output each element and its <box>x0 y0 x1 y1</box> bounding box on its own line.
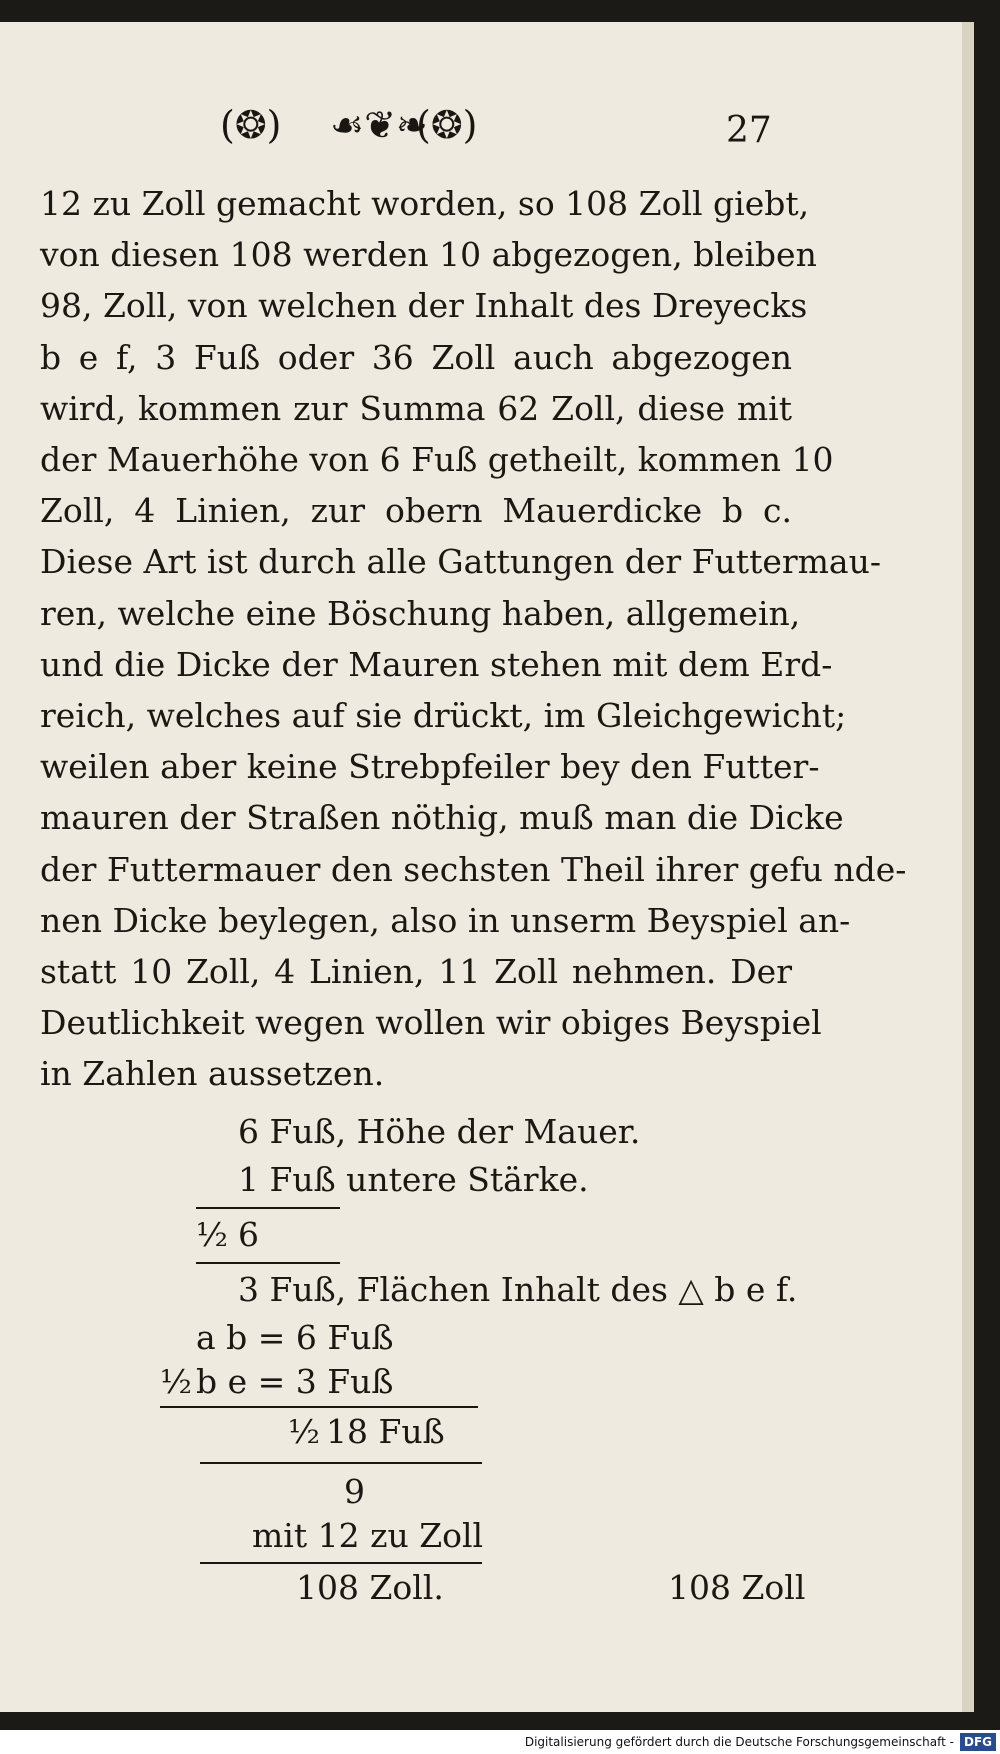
calc-half-symbol: ½ <box>160 1362 192 1401</box>
calc-rule <box>160 1406 478 1408</box>
calc-row-ab: a b = 6 Fuß <box>196 1318 394 1357</box>
calc-row-multiply: mit 12 zu Zoll <box>252 1516 484 1555</box>
calc-row-six: 6 <box>238 1215 259 1254</box>
page-edge <box>962 22 974 1712</box>
text-line: reich, welches auf sie drückt, im Gleichgewicht; <box>40 696 847 736</box>
text-line: mauren der Straßen nöthig, muß man die Dicke <box>40 798 844 838</box>
dfg-logo: DFG <box>960 1733 996 1751</box>
calc-rule <box>196 1207 340 1209</box>
side-result: 108 Zoll <box>668 1568 806 1607</box>
ornament-right-icon: (❂) <box>416 103 478 147</box>
calc-row-lower-thickness: 1 Fuß untere Stärke. <box>238 1160 589 1199</box>
text-line: b e f, 3 Fuß oder 36 Zoll auch abgezogen <box>40 337 792 377</box>
text-line: statt 10 Zoll, 4 Linien, 11 Zoll nehmen. Der <box>40 952 792 992</box>
text-line: Diese Art ist durch alle Gattungen der Futtermau- <box>40 542 882 582</box>
calc-rule <box>200 1462 482 1464</box>
calc-half-symbol: ½ <box>288 1412 320 1451</box>
calc-rule <box>200 1562 482 1564</box>
text-line: der Futtermauer den sechsten Theil ihrer gefu nde- <box>40 849 907 889</box>
digitization-footer <box>0 1730 1000 1754</box>
text-line: nen Dicke beylegen, also in unserm Beyspiel an- <box>40 900 851 940</box>
text-line: wird, kommen zur Summa 62 Zoll, diese mit <box>40 388 792 428</box>
text-line: Deutlichkeit wegen wollen wir obiges Beyspiel <box>40 1003 822 1043</box>
ornament-center-icon: ☙❦❧ <box>330 103 428 147</box>
text-line: in Zahlen aussetzen. <box>40 1054 385 1094</box>
calc-row-nine: 9 <box>344 1472 365 1511</box>
text-line: 12 zu Zoll gemacht worden, so 108 Zoll giebt, <box>40 184 810 223</box>
footer-text: Digitalisierung gefördert durch die Deutsche Forschungsgemeinschaft - <box>524 1735 954 1749</box>
calc-row-eighteen: 18 Fuß <box>326 1412 445 1451</box>
calc-row-be: b e = 3 Fuß <box>196 1362 394 1401</box>
text-line: 98, Zoll, von welchen der Inhalt des Dreyecks <box>40 286 808 326</box>
text-line: ren, welche eine Böschung haben, allgemein, <box>40 593 801 633</box>
text-line: der Mauerhöhe von 6 Fuß getheilt, kommen 10 <box>40 440 834 480</box>
calc-row-result: 108 Zoll. <box>296 1568 444 1607</box>
text-line: Zoll, 4 Linien, zur obern Mauerdicke b c. <box>40 491 792 531</box>
text-line: von diesen 108 werden 10 abgezogen, bleiben <box>40 235 817 275</box>
calc-rule <box>196 1262 340 1264</box>
text-line: weilen aber keine Strebpfeiler bey den Futter- <box>40 747 820 787</box>
page-number: 27 <box>726 110 772 151</box>
calc-half-symbol: ½ <box>196 1215 228 1254</box>
calc-row-height: 6 Fuß, Höhe der Mauer. <box>238 1112 641 1151</box>
text-line: und die Dicke der Mauren stehen mit dem Erd- <box>40 644 833 684</box>
ornament-left-icon: (❂) <box>220 103 282 147</box>
calc-row-area: 3 Fuß, Flächen Inhalt des △ b e f. <box>238 1270 798 1309</box>
